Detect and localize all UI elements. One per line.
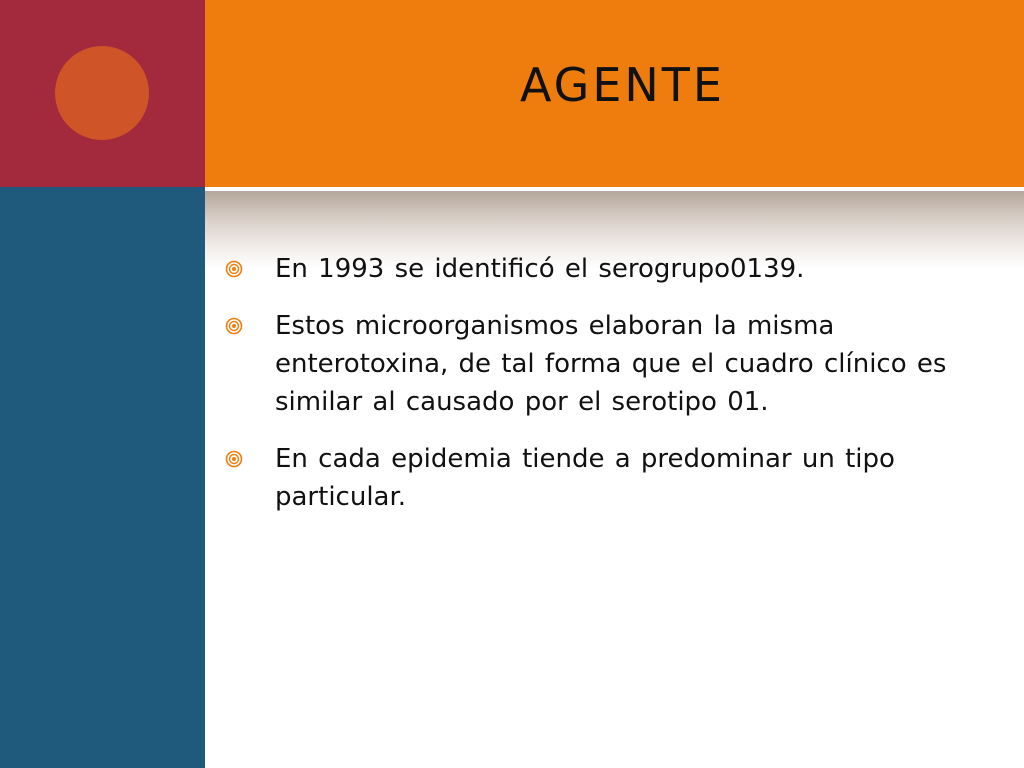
bullet-text: En 1993 se identificó el serogrupo0139.: [275, 254, 805, 284]
bullet-text: Estos microorganismos elaboran la misma enterotoxina, de tal forma que el cuadro clínico es similar al causado por el serotipo 01.: [275, 311, 947, 417]
bullet-text: En cada epidemia tiende a predominar un tipo particular.: [275, 444, 895, 512]
concentric-circle-bullet-icon: [225, 450, 243, 468]
slide-title: AGENTE: [520, 58, 725, 112]
concentric-circle-bullet-icon: [225, 317, 243, 335]
concentric-circle-bullet-icon: [225, 260, 243, 278]
sidebar-block-blue: [0, 187, 205, 768]
decorative-circle: [55, 46, 149, 140]
list-item: [225, 250, 965, 288]
list-item: [225, 440, 965, 516]
corner-block-red: [0, 0, 205, 187]
title-bar: [205, 0, 1024, 187]
list-item: [225, 307, 965, 421]
bullet-list: [225, 250, 965, 535]
